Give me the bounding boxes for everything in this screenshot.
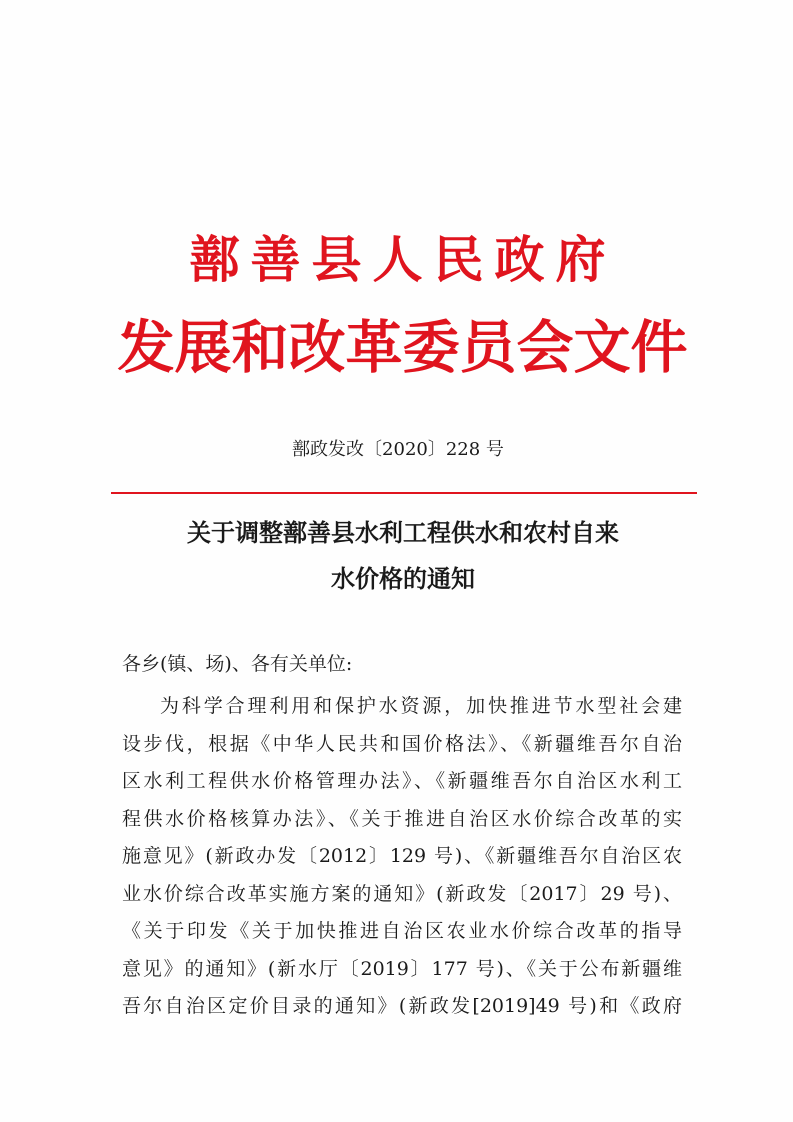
body-line: 《关于印发《关于加快推进自治区农业水价综合改革的指导 — [122, 920, 682, 942]
body-line: 程供水价格核算办法》、《关于推进自治区水价综合改革的实 — [122, 807, 682, 830]
body-line: 意见》的通知》(新水厅〔2019〕177 号)、《关于公布新疆维 — [122, 957, 682, 980]
title-line-1: 关于调整鄯善县水利工程供水和农村自来 — [187, 518, 619, 547]
body-line: 区水利工程供水价格管理办法》、《新疆维吾尔自治区水利工 — [122, 770, 682, 792]
body-line: 为科学合理利用和保护水资源，加快推进节水型社会建 — [160, 695, 682, 717]
issuer-name-line2: 发展和改革委员会文件 — [117, 314, 688, 381]
document-number: 鄯政发改〔2020〕228 号 — [292, 439, 504, 460]
body-line: 设步伐，根据《中华人民共和国价格法》、《新疆维吾尔自治 — [122, 732, 682, 755]
body-line: 吾尔自治区定价目录的通知》(新政发[2019]49 号)和《政府 — [122, 995, 682, 1017]
body-paragraph — [122, 688, 682, 1026]
body-line: 施意见》(新政办发〔2012〕129 号)、《新疆维吾尔自治区农 — [122, 845, 682, 867]
body-line: 业水价综合改革实施方案的通知》(新政发〔2017〕29 号)、 — [122, 882, 682, 905]
salutation: 各乡(镇、场)、各有关单位: — [122, 653, 353, 675]
title-line-2: 水价格的通知 — [331, 564, 475, 593]
red-divider-line — [111, 492, 697, 494]
issuer-name-line1: 鄯善县人民政府 — [189, 230, 617, 289]
document-title — [110, 510, 696, 602]
